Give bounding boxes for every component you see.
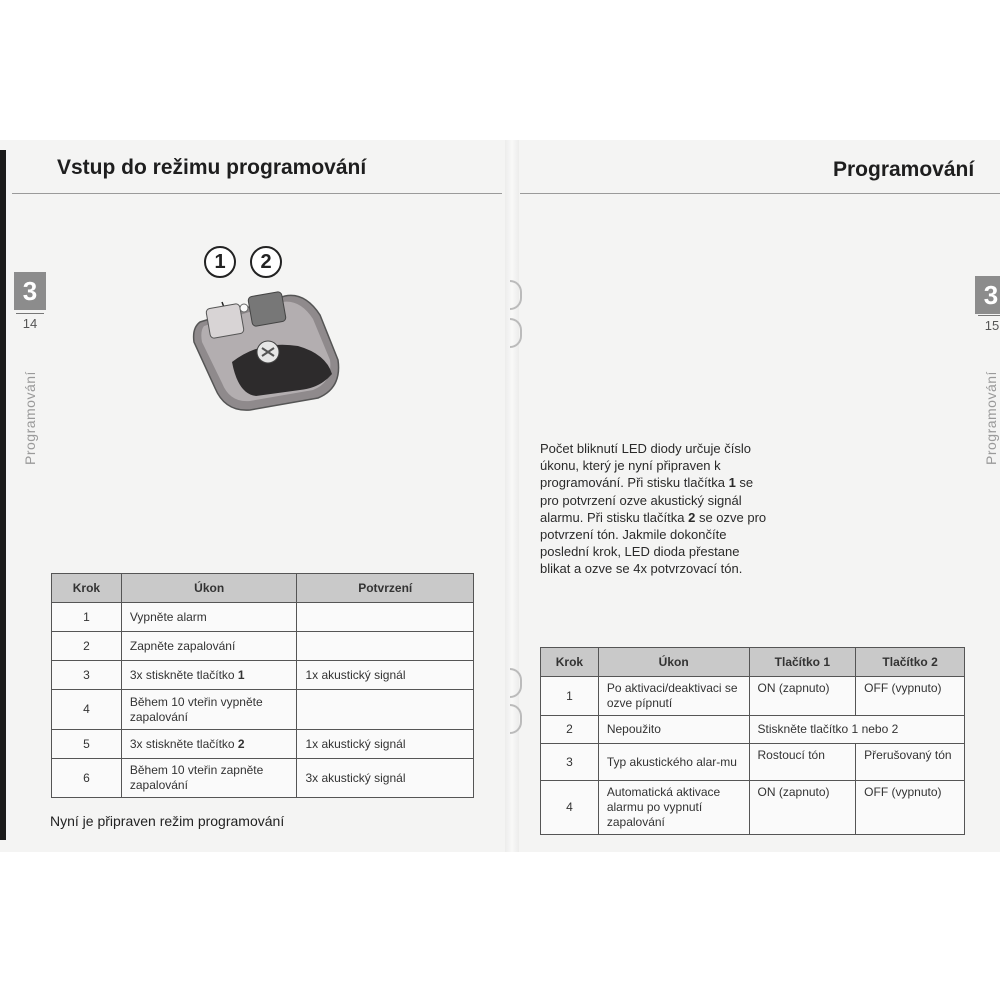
step-action bbox=[121, 730, 297, 759]
merged-button-value: Stiskněte tlačítko 1 nebo 2 bbox=[749, 716, 964, 744]
instructions-text: Počet bliknutí LED diody určuje číslo úkonu, který je nyní připraven k programování. Při stisku tlačítka bbox=[540, 441, 751, 491]
step-action bbox=[121, 661, 297, 690]
instructions-text: se ozve pro potvrzení tón. Jakmile dokončíte poslední krok, LED dioda přestane blikat a ozve se 4x potvrzovací tón. bbox=[540, 509, 767, 577]
callout-button-2: 2 bbox=[250, 246, 282, 278]
step-action: Během 10 vteřin zapněte zapalování bbox=[121, 759, 297, 798]
column-header: Tlačítko 1 bbox=[749, 648, 856, 677]
step-number: 5 bbox=[52, 730, 122, 759]
step-confirmation: 1x akustický signál bbox=[297, 661, 474, 690]
programming-ready-note: Nyní je připraven režim programování bbox=[50, 813, 285, 829]
remote-key-fob-image bbox=[180, 270, 355, 420]
table-row bbox=[541, 744, 965, 781]
button-2-value: OFF (vypnuto) bbox=[856, 677, 965, 716]
table-row bbox=[52, 759, 474, 798]
step-number: 4 bbox=[541, 781, 599, 835]
button-number: 1 bbox=[728, 475, 736, 491]
left-page-title: Vstup do režimu programování bbox=[57, 156, 367, 179]
chapter-tab: 3 bbox=[14, 272, 46, 310]
left-header-rule bbox=[12, 193, 502, 194]
column-header: Potvrzení bbox=[297, 574, 474, 603]
table-row bbox=[541, 716, 965, 744]
button-1-value: ON (zapnuto) bbox=[749, 781, 856, 835]
step-action: Během 10 vteřin vypněte zapalování bbox=[121, 690, 297, 730]
action-text: 3x stiskněte tlačítko bbox=[129, 736, 238, 751]
programming-instructions bbox=[540, 440, 770, 578]
column-header: Úkon bbox=[121, 574, 297, 603]
side-section-label: Programování bbox=[22, 371, 38, 465]
step-number: 1 bbox=[541, 677, 599, 716]
step-number: 3 bbox=[541, 744, 599, 781]
step-action: Automatická aktivace alarmu po vypnutí zapalování bbox=[598, 781, 749, 835]
column-header: Krok bbox=[52, 574, 122, 603]
step-action: Zapněte zapalování bbox=[121, 632, 297, 661]
step-confirmation bbox=[297, 690, 474, 730]
page-number: 15 bbox=[978, 315, 1000, 333]
instructions-text: se pro potvrzení ozve akustický signál alarmu. Při stisku tlačítka bbox=[540, 475, 754, 525]
step-number: 2 bbox=[52, 632, 122, 661]
table-row bbox=[52, 730, 474, 759]
step-action: Vypněte alarm bbox=[121, 603, 297, 632]
button-2-value: Přerušovaný tón bbox=[856, 744, 965, 781]
left-steps-table bbox=[51, 573, 474, 798]
step-action: Nepoužito bbox=[598, 716, 749, 744]
right-page-title: Programování bbox=[833, 158, 975, 181]
step-action: Typ akustického alar-mu bbox=[598, 744, 749, 781]
button-2-value: OFF (vypnuto) bbox=[856, 781, 965, 835]
button-number: 2 bbox=[237, 736, 245, 751]
page-number: 14 bbox=[16, 313, 44, 331]
button-number: 2 bbox=[688, 509, 696, 525]
table-row bbox=[541, 677, 965, 716]
callout-button-1: 1 bbox=[204, 246, 236, 278]
action-text: 3x stiskněte tlačítko bbox=[129, 667, 238, 682]
step-number: 4 bbox=[52, 690, 122, 730]
button-number: 1 bbox=[237, 667, 245, 682]
step-number: 2 bbox=[541, 716, 599, 744]
page-edge-shadow bbox=[0, 150, 6, 840]
step-confirmation bbox=[297, 632, 474, 661]
side-section-label: Programování bbox=[983, 371, 999, 465]
center-fold bbox=[505, 140, 519, 852]
button-1-value: ON (zapnuto) bbox=[749, 677, 856, 716]
step-action: Po aktivaci/deaktivaci se ozve pípnutí bbox=[598, 677, 749, 716]
step-number: 1 bbox=[52, 603, 122, 632]
chapter-tab: 3 bbox=[975, 276, 1000, 314]
table-row bbox=[52, 690, 474, 730]
right-header-rule bbox=[520, 193, 1000, 194]
right-options-table bbox=[540, 647, 965, 835]
step-confirmation bbox=[297, 603, 474, 632]
step-confirmation: 1x akustický signál bbox=[297, 730, 474, 759]
column-header: Tlačítko 2 bbox=[856, 648, 965, 677]
step-number: 6 bbox=[52, 759, 122, 798]
column-header: Krok bbox=[541, 648, 599, 677]
table-row bbox=[52, 661, 474, 690]
table-row bbox=[52, 603, 474, 632]
table-row bbox=[541, 781, 965, 835]
step-confirmation: 3x akustický signál bbox=[297, 759, 474, 798]
column-header: Úkon bbox=[598, 648, 749, 677]
step-number: 3 bbox=[52, 661, 122, 690]
button-1-value: Rostoucí tón bbox=[749, 744, 856, 781]
table-row bbox=[52, 632, 474, 661]
